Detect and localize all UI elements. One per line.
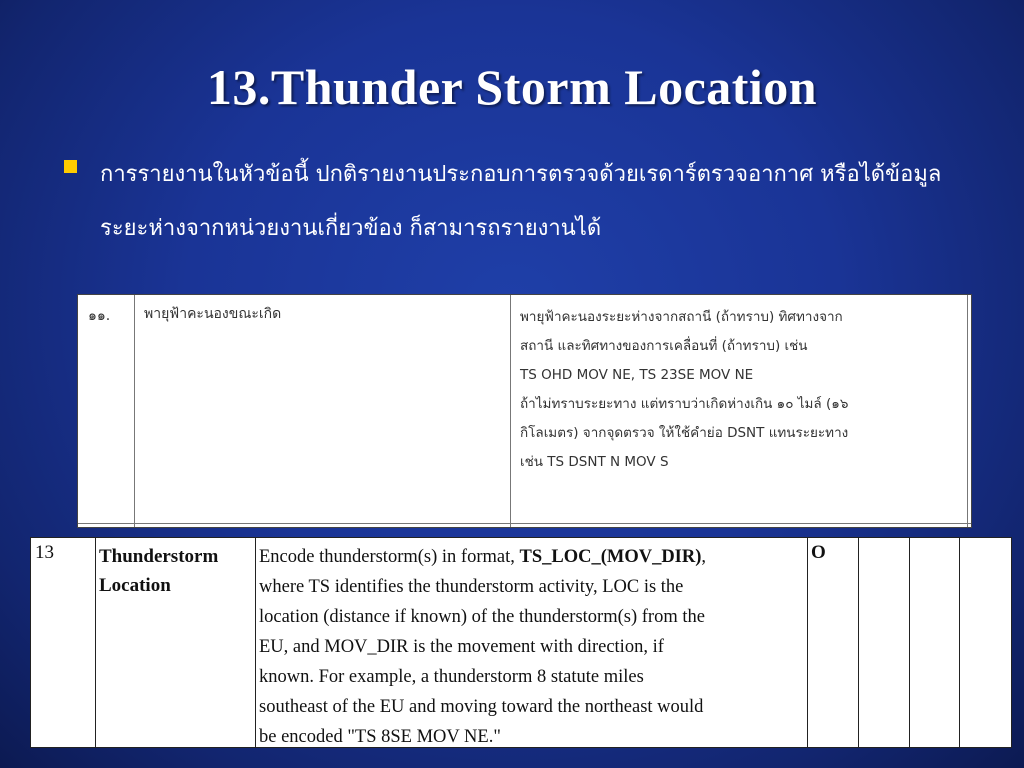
table-divider: [134, 295, 135, 527]
description-line: กิโลเมตร) จากจุดตรวจ ให้ใช้คำย่อ DSNT แทนระยะทาง: [520, 425, 849, 441]
description-line: ถ้าไม่ทราบระยะทาง แต่ทราบว่าเกิดห่างเกิน ๑๐ ไมล์ (๑๖: [520, 396, 849, 412]
thai-code-table: [77, 294, 972, 528]
table-divider: [959, 538, 960, 747]
description-line: southeast of the EU and moving toward the northeast would: [259, 697, 704, 717]
table-divider: [807, 538, 808, 747]
description-line: TS OHD MOV NE, TS 23SE MOV NE: [520, 367, 754, 383]
bullet-text: การรายงานในหัวข้อนี้ ปกติรายงานประกอบการตรวจด้วยเรดาร์ตรวจอากาศ หรือได้ข้อมูลระยะห่างจากหน่วยงานเกี่ยวข้อง ก็สามารถรายงานได้: [100, 162, 942, 241]
description-line: EU, and MOV_DIR is the movement with direction, if: [259, 637, 664, 657]
table-divider: [255, 538, 256, 747]
element-description: [259, 542, 807, 752]
description-line: พายุฟ้าคะนองระยะห่างจากสถานี (ถ้าทราบ) ทิศทางจาก: [520, 309, 843, 325]
element-name-line: Location: [99, 575, 171, 596]
description-line: be encoded "TS 8SE MOV NE.": [259, 727, 501, 747]
description-line: [259, 542, 807, 572]
description-text: Encode thunderstorm(s) in format,: [259, 547, 520, 567]
description-line: where TS identifies the thunderstorm activity, LOC is the: [259, 577, 684, 597]
thai-item-number: ๑๑.: [88, 308, 111, 324]
thai-element-name: พายุฟ้าคะนองขณะเกิด: [144, 306, 282, 322]
table-divider: [95, 538, 96, 747]
table-divider: [967, 295, 968, 527]
element-name: [99, 542, 218, 600]
table-divider: [909, 538, 910, 747]
description-text: ,: [701, 547, 707, 567]
square-bullet-icon: [64, 160, 77, 173]
english-code-table: [30, 537, 1012, 748]
table-divider: [78, 523, 971, 524]
item-number: 13: [35, 542, 54, 563]
description-line: เช่น TS DSNT N MOV S: [520, 454, 669, 470]
table-divider: [858, 538, 859, 747]
format-code: TS_LOC_(MOV_DIR): [519, 547, 702, 567]
description-line: สถานี และทิศทางของการเคลื่อนที่ (ถ้าทราบ) เช่น: [520, 338, 808, 354]
thai-element-description: [520, 303, 960, 477]
requirement-code: O: [811, 542, 826, 563]
description-line: known. For example, a thunderstorm 8 statute miles: [259, 667, 644, 687]
element-name-line: Thunderstorm: [99, 546, 219, 567]
table-divider: [510, 295, 511, 527]
slide-title: 13.Thunder Storm Location: [206, 59, 818, 115]
description-line: location (distance if known) of the thunderstorm(s) from the: [259, 607, 705, 627]
